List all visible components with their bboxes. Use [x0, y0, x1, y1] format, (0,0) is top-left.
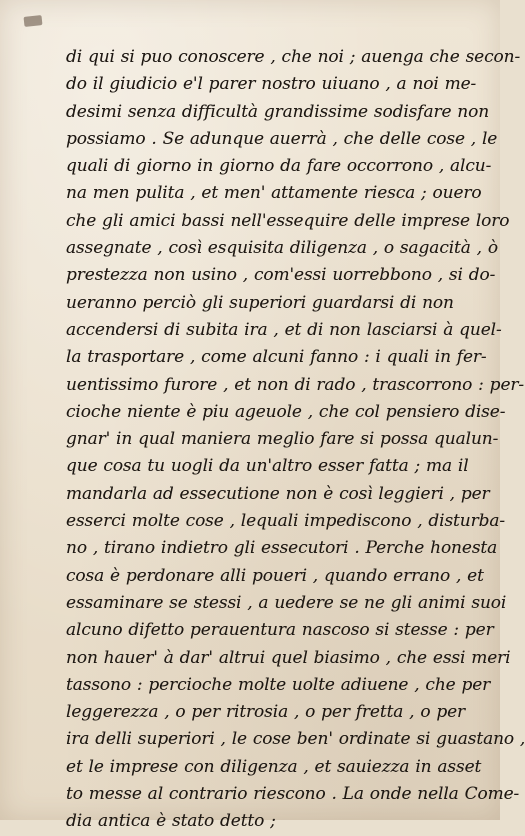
text-line: esserci molte cose , lequali impediscono , disturba-	[66, 511, 506, 532]
text-line: leggerezza , o per ritrosia , o per fretta , o per	[66, 702, 466, 723]
text-line: di qui si puo conoscere , che noi ; auenga che secon-	[66, 47, 521, 67]
text-line: cioche niente è piu ageuole , che col pensiero dise-	[66, 401, 506, 422]
text-line: accendersi di subita ira , et di non lasciarsi à quel-	[66, 319, 502, 340]
text-line: tassono : percioche molte uolte adiuene , che per	[66, 674, 491, 695]
text-line: prestezza non usino , com'essi uorrebbono , si do-	[66, 265, 496, 286]
text-line: possiamo . Se adunque auerrà , che delle cose , le	[66, 128, 498, 149]
text-line: no , tirano indietro gli essecutori . Perche honesta	[66, 538, 498, 559]
text-line: do il giudicio e'l parer nostro uiuano , a noi me-	[66, 74, 477, 95]
text-line: desimi senza difficultà grandissime sodisfare non	[66, 101, 490, 122]
text-line: ira delli superiori , le cose ben' ordinate si guastano ,	[66, 729, 525, 750]
text-line: cosa è perdonare alli poueri , quando errano , et	[66, 565, 484, 586]
text-line: gnar' in qual maniera meglio fare si possa qualun-	[66, 429, 499, 450]
text-line: et le imprese con diligenza , et sauiezza in asset	[66, 756, 482, 777]
text-line: to messe al contrario riescono . La onde nella Come-	[66, 784, 520, 805]
text-line: assegnate , così esquisita diligenza , o sagacità , ò	[66, 238, 498, 259]
text-line: dia antica è stato detto ;	[66, 811, 276, 832]
text-line: mandarla ad essecutione non è così leggieri , per	[66, 483, 490, 504]
text-line: la trasportare , come alcuni fanno : i quali in fer-	[66, 347, 487, 368]
text-body	[66, 44, 525, 836]
text-line: uentissimo furore , et non di rado , trascorrono : per-	[66, 374, 525, 395]
text-line: non hauer' à dar' altrui quel biasimo , che essi meri	[66, 647, 511, 668]
text-line: che gli amici bassi nell'essequire delle imprese loro	[66, 210, 510, 231]
text-line: quali di giorno in giorno da fare occorrono , alcu-	[66, 156, 492, 177]
text-line: que cosa tu uogli da un'altro esser fatta ; ma il	[66, 456, 469, 477]
text-line: alcuno difetto perauentura nascoso si stesse : per	[66, 620, 494, 641]
text-line: essaminare se stessi , a uedere se ne gli animi suoi	[66, 592, 507, 613]
page-corner-mark	[24, 15, 43, 27]
text-line: ueranno perciò gli superiori guardarsi di non	[66, 292, 454, 313]
text-line: na men pulita , et men' attamente riesca ; ouero	[66, 183, 482, 204]
